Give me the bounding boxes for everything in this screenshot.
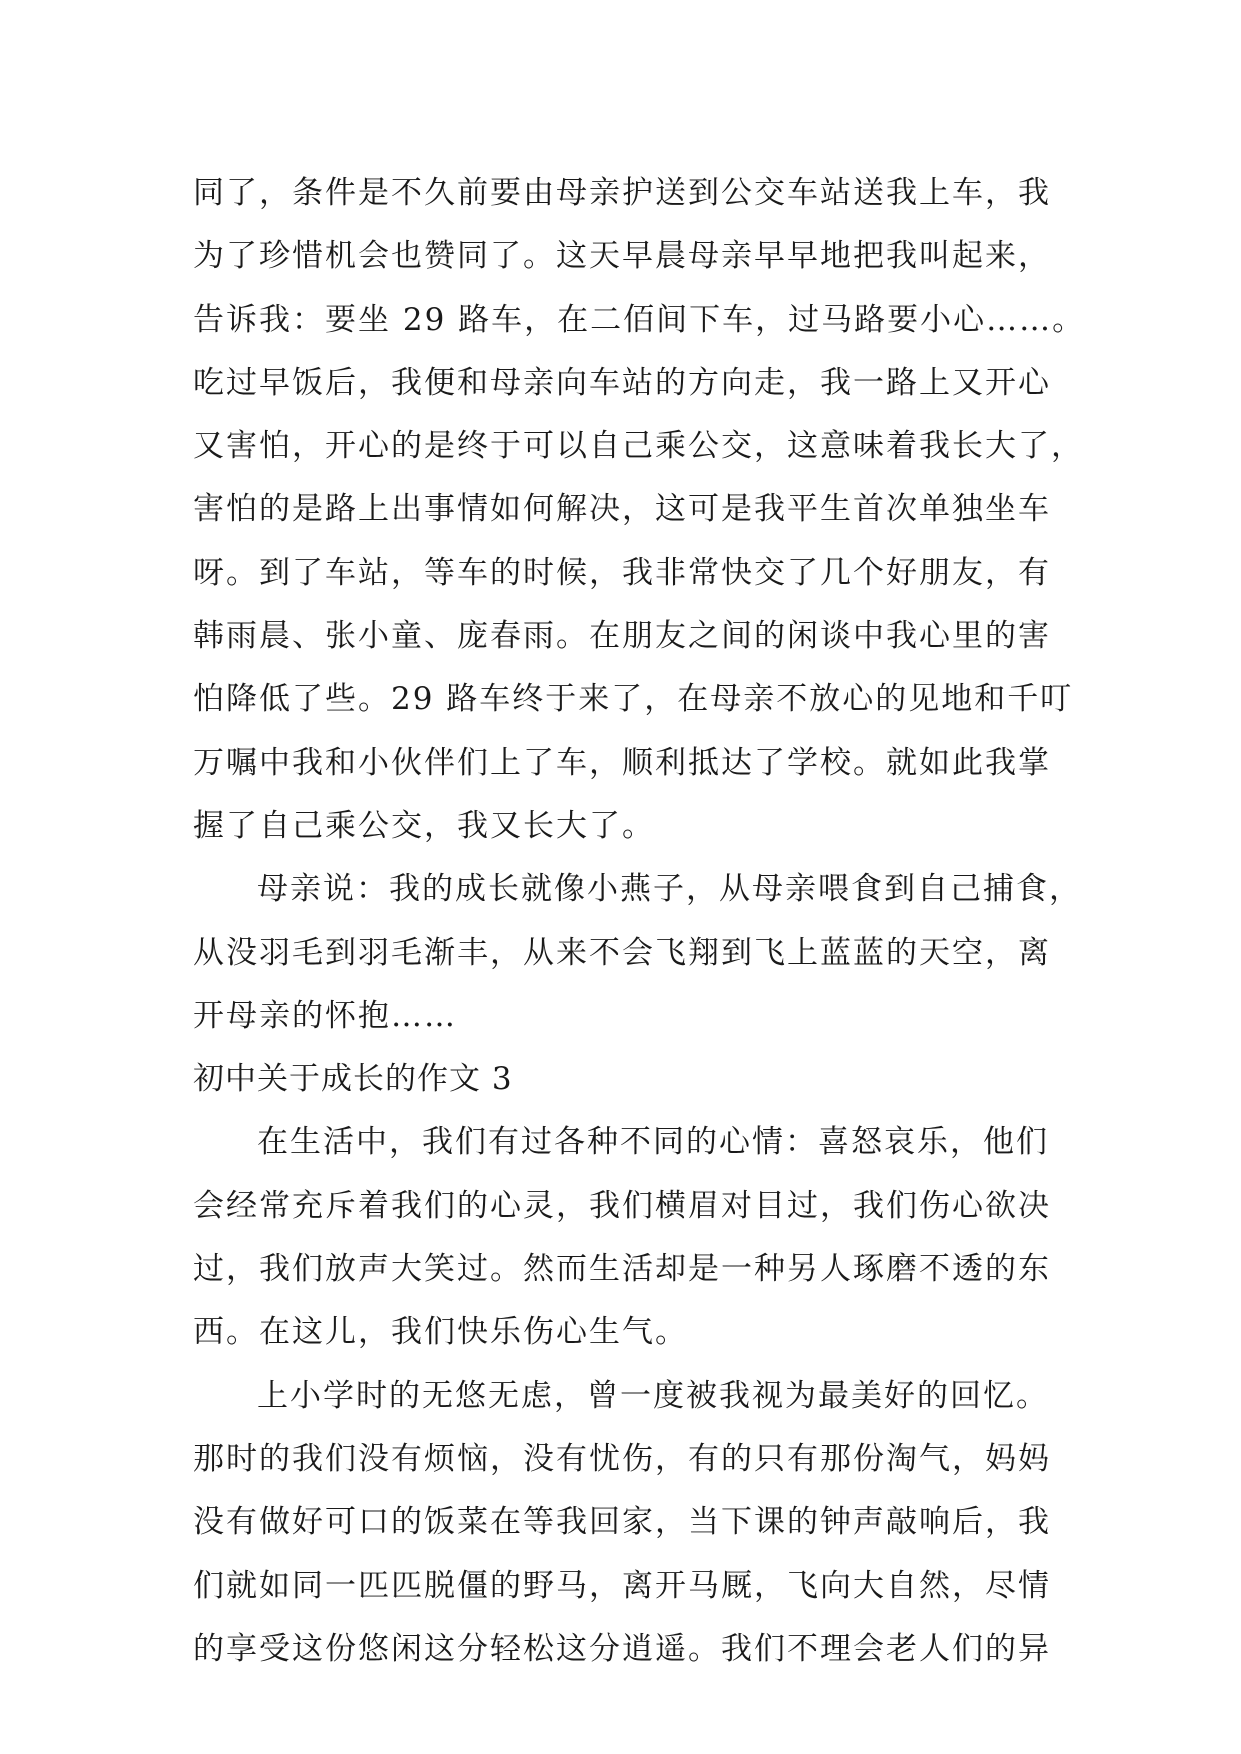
text-line: 吃过早饭后，我便和母亲向车站的方向走，我一路上又开心 [193, 364, 1051, 401]
section-heading: 初中关于成长的作文 3 [193, 1061, 513, 1098]
paragraph-first-line: 母亲说：我的成长就像小燕子，从母亲喂食到自己捕食， [257, 871, 1082, 908]
text-line: 开母亲的怀抱…… [193, 997, 457, 1034]
text-line: 过，我们放声大笑过。然而生活却是一种另人琢磨不透的东 [193, 1251, 1051, 1288]
text-line: 西。在这儿，我们快乐伤心生气。 [193, 1314, 688, 1351]
text-line: 握了自己乘公交，我又长大了。 [193, 807, 655, 844]
text-line: 没有做好可口的饭菜在等我回家，当下课的钟声敲响后，我 [193, 1504, 1051, 1541]
text-line: 那时的我们没有烦恼，没有忧伤，有的只有那份淘气，妈妈 [193, 1440, 1051, 1477]
text-line: 的享受这份悠闲这分轻松这分逍遥。我们不理会老人们的异 [193, 1630, 1051, 1667]
text-line: 韩雨晨、张小童、庞春雨。在朋友之间的闲谈中我心里的害 [193, 618, 1051, 655]
text-line: 会经常充斥着我们的心灵，我们横眉对目过，我们伤心欲决 [193, 1187, 1051, 1224]
paragraph-first-line: 上小学时的无悠无虑，曾一度被我视为最美好的回忆。 [257, 1377, 1049, 1414]
text-line: 从没羽毛到羽毛渐丰，从来不会飞翔到飞上蓝蓝的天空，离 [193, 934, 1051, 971]
text-line: 呀。到了车站，等车的时候，我非常快交了几个好朋友，有 [193, 554, 1051, 591]
text-line: 万嘱中我和小伙伴们上了车，顺利抵达了学校。就如此我掌 [193, 744, 1051, 781]
text-line: 又害怕，开心的是终于可以自己乘公交，这意味着我长大了， [193, 428, 1084, 465]
text-line: 为了珍惜机会也赞同了。这天早晨母亲早早地把我叫起来， [193, 238, 1051, 275]
text-line: 同了，条件是不久前要由母亲护送到公交车站送我上车，我 [193, 175, 1051, 211]
document-body [193, 162, 1086, 1681]
paragraph-first-line: 在生活中，我们有过各种不同的心情：喜怒哀乐，他们 [257, 1124, 1049, 1161]
text-line: 怕降低了些。29 路车终于来了，在母亲不放心的见地和千叮 [193, 681, 1074, 718]
text-line: 们就如同一匹匹脱僵的野马，离开马厩，飞向大自然，尽情 [193, 1567, 1051, 1604]
text-line: 告诉我：要坐 29 路车，在二佰间下车，过马路要小心……。 [193, 301, 1086, 338]
text-line: 害怕的是路上出事情如何解决，这可是我平生首次单独坐车 [193, 491, 1051, 528]
